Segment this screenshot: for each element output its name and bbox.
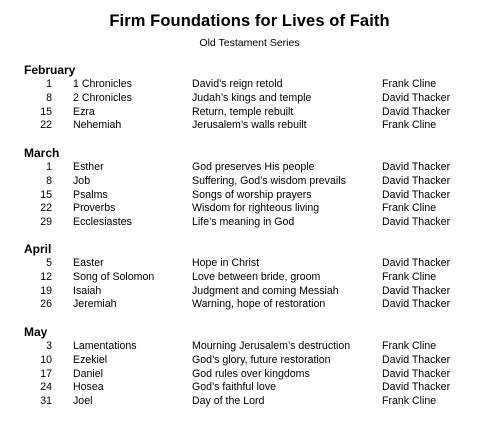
schedule-row [24, 368, 464, 382]
schedule-row [24, 257, 464, 271]
speaker-name: David Thacker [382, 216, 451, 229]
topic-text: Wisdom for righteous living [192, 202, 320, 215]
month-section-may [24, 325, 464, 409]
book-name: Proverbs [73, 202, 116, 215]
topic-text: Judah’s kings and temple [192, 91, 312, 104]
date-day: 15 [40, 105, 52, 118]
book-name: Psalms [73, 188, 108, 201]
topic-text: Suffering, God’s wisdom prevails [192, 174, 346, 187]
speaker-name: David Thacker [382, 381, 451, 394]
date-day: 24 [40, 381, 52, 394]
speaker-name: Frank Cline [382, 340, 437, 352]
topic-text: Judgment and coming Messiah [192, 284, 339, 297]
date-day: 19 [40, 284, 52, 297]
schedule-row [24, 395, 464, 409]
schedule-row [24, 119, 464, 133]
speaker-name: David Thacker [382, 161, 451, 173]
topic-text: Songs of worship prayers [192, 188, 312, 201]
speaker-name: David Thacker [382, 257, 451, 269]
speaker-name: David Thacker [382, 284, 451, 297]
schedule-row [24, 92, 464, 106]
page-title: Firm Foundations for Lives of Faith [109, 12, 390, 30]
month-section-april [24, 242, 464, 312]
speaker-name: David Thacker [382, 367, 451, 380]
topic-text: God rules over kingdoms [192, 367, 310, 380]
topic-text: Jerusalem’s walls rebuilt [192, 119, 307, 132]
date-day: 22 [40, 119, 52, 132]
schedule-row [24, 354, 464, 368]
month-heading: February [24, 63, 76, 77]
schedule-row [24, 161, 464, 175]
book-name: 2 Chronicles [73, 91, 132, 104]
topic-text: Warning, hope of restoration [192, 298, 326, 311]
book-name: Hosea [73, 381, 104, 394]
schedule-row [24, 298, 464, 312]
speaker-name: Frank Cline [382, 395, 437, 408]
book-name: Isaiah [73, 284, 102, 297]
month-section-march [24, 146, 464, 230]
book-name: Nehemiah [73, 119, 122, 132]
book-name: Easter [73, 257, 104, 269]
date-day: 22 [40, 202, 52, 215]
topic-text: God’s glory, future restoration [192, 353, 331, 366]
schedule-row [24, 216, 464, 230]
date-day: 3 [46, 340, 52, 352]
speaker-name: Frank Cline [382, 202, 437, 215]
date-day: 1 [46, 161, 52, 173]
book-name: Joel [73, 395, 93, 408]
book-name: Jeremiah [73, 298, 117, 311]
month-heading: April [24, 242, 52, 256]
date-day: 31 [40, 395, 52, 408]
book-name: Daniel [73, 367, 104, 380]
date-day: 15 [40, 188, 52, 201]
book-name: Lamentations [73, 340, 137, 352]
date-day: 29 [40, 216, 52, 229]
schedule-row [24, 285, 464, 299]
speaker-name: David Thacker [382, 105, 451, 118]
date-day: 10 [40, 353, 52, 366]
book-name: Ezra [73, 105, 95, 118]
topic-text: Life’s meaning in God [192, 216, 295, 229]
date-day: 8 [46, 174, 52, 187]
schedule-row [24, 340, 464, 354]
topic-text: David’s reign retold [192, 78, 283, 90]
month-section-february [24, 63, 464, 133]
speaker-name: Frank Cline [382, 270, 437, 283]
topic-text: Return, temple rebuilt [192, 105, 294, 118]
schedule-row [24, 271, 464, 285]
date-day: 1 [46, 78, 52, 90]
topic-text: Hope in Christ [192, 257, 260, 269]
book-name: Ecclesiastes [73, 216, 132, 229]
schedule-row [24, 106, 464, 120]
speaker-name: David Thacker [382, 91, 451, 104]
date-day: 17 [40, 367, 52, 380]
month-heading: May [24, 325, 48, 339]
topic-text: God’s faithful love [192, 381, 277, 394]
book-name: Esther [73, 161, 104, 173]
date-day: 8 [46, 91, 52, 104]
date-day: 12 [40, 270, 52, 283]
book-name: Ezekiel [73, 353, 108, 366]
book-name: 1 Chronicles [73, 78, 132, 90]
schedule-row [24, 175, 464, 189]
topic-text: Love between bride, groom [192, 270, 321, 283]
page-subtitle: Old Testament Series [199, 37, 300, 49]
schedule-row [24, 78, 464, 92]
speaker-name: David Thacker [382, 298, 451, 311]
speaker-name: Frank Cline [382, 119, 437, 132]
topic-text: Mourning Jerusalem’s destruction [192, 340, 351, 352]
topic-text: Day of the Lord [192, 395, 265, 408]
schedule-row [24, 202, 464, 216]
month-heading: March [24, 146, 60, 160]
book-name: Song of Solomon [73, 270, 155, 283]
speaker-name: David Thacker [382, 188, 451, 201]
schedule-row [24, 189, 464, 203]
schedule-row [24, 381, 464, 395]
date-day: 26 [40, 298, 52, 311]
book-name: Job [73, 174, 91, 187]
speaker-name: David Thacker [382, 174, 451, 187]
speaker-name: Frank Cline [382, 78, 437, 90]
speaker-name: David Thacker [382, 353, 451, 366]
date-day: 5 [46, 257, 52, 269]
topic-text: God preserves His people [192, 161, 315, 173]
